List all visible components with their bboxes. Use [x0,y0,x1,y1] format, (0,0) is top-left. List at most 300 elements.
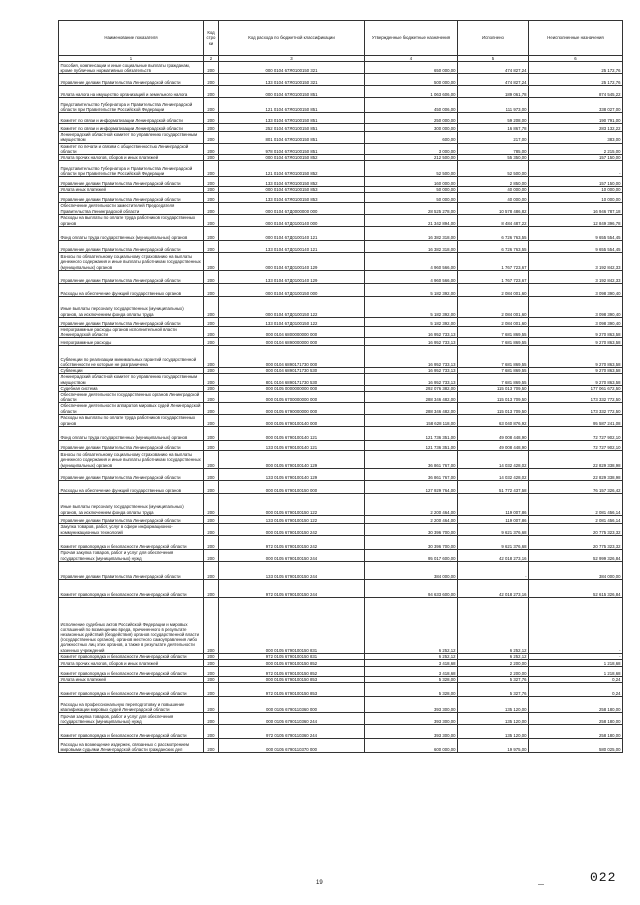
table-row [59,515,623,523]
row-unexecuted-amount: 2 215,00 [529,143,623,154]
row-approved-amount: 5 328,00 [365,683,458,697]
row-line-code: 200 [204,177,219,187]
row-budget-code: 133 0104 67Я0100150 851 [219,113,365,124]
header-budget-code: Код расхода по бюджетной классификации [219,21,365,56]
row-executed-amount: 2 200,00 [458,660,529,667]
row-executed-amount: 2 084 001,60 [458,283,529,296]
row-executed-amount: 42 018 273,16 [458,579,529,597]
row-unexecuted-amount: 52 999 326,84 [529,549,623,561]
row-line-code: 200 [204,132,219,143]
table-row [59,549,623,561]
row-executed-amount: 119 007,86 [458,515,529,523]
table-row [59,132,623,143]
row-approved-amount: 5 182 392,00 [365,296,458,317]
row-indicator-name: Судебная система [59,385,204,391]
row-executed-amount: 6 726 763,55 [458,240,529,252]
row-line-code: 200 [204,426,219,440]
row-indicator-name: Прочая закупка товаров, работ и услуг для обеспечения государственных (муниципальных) нужд [59,713,204,725]
row-budget-code: 801 0104 6890171730 530 [219,374,365,385]
row-line-code: 200 [204,346,219,368]
row-approved-amount: 393 300,00 [365,725,458,739]
row-executed-amount: 10 578 486,82 [458,203,529,214]
row-indicator-name: Расходы на выплаты по оплате труда работников государственных органов [59,214,204,226]
row-budget-code: 133 0104 67Я0100150 321 [219,74,365,86]
table-row [59,98,623,113]
row-executed-amount: 14 032 428,02 [458,450,529,468]
row-indicator-name: Фонд оплаты труда государственных (муниципальных) органов [59,426,204,440]
row-approved-amount: 121 736 351,00 [365,440,458,450]
row-approved-amount: 3 418,68 [365,660,458,667]
table-row [59,113,623,124]
row-line-code: 200 [204,515,219,523]
row-line-code: 200 [204,653,219,659]
row-unexecuted-amount: 177 061 672,50 [529,385,623,391]
column-number: 3 [219,56,365,62]
row-line-code: 200 [204,214,219,226]
row-line-code: 200 [204,450,219,468]
table-row [59,660,623,667]
row-budget-code: 000 0105 6790100140 000 [219,414,365,426]
header-line-code: Код стро ки [204,21,219,56]
table-row [59,193,623,203]
row-approved-amount: 3 418,68 [365,667,458,677]
table-row [59,725,623,739]
row-line-code: 200 [204,143,219,154]
row-budget-code: 000 0104 67Д0100140 000 [219,214,365,226]
row-unexecuted-amount: 22 829 338,98 [529,450,623,468]
row-indicator-name: Управление делами Правительства Ленинградской области [59,74,204,86]
row-approved-amount: 95 017 600,00 [365,549,458,561]
table-row [59,535,623,549]
table-row [59,523,623,535]
row-unexecuted-amount: 580 025,00 [529,739,623,753]
row-approved-amount: 30 396 700,00 [365,523,458,535]
row-indicator-name: Комитет по связи и информатизации Ленинградской области [59,124,204,132]
row-unexecuted-amount: - [529,597,623,653]
row-indicator-name: Управление делами Правительства Ленинградской области [59,317,204,326]
row-line-code: 200 [204,98,219,113]
row-line-code: 200 [204,725,219,739]
row-approved-amount: 4 960 566,00 [365,270,458,283]
row-executed-amount: 474 827,24 [458,62,529,74]
row-indicator-name: Непрограммные расходы [59,338,204,346]
row-unexecuted-amount: 10 000,00 [529,193,623,203]
row-approved-amount: 121 736 351,00 [365,426,458,440]
row-indicator-name: Расходы на выплаты по оплате труда работников государственных органов [59,414,204,426]
row-unexecuted-amount: 384 000,00 [529,561,623,579]
row-unexecuted-amount: 173 332 772,50 [529,392,623,403]
row-unexecuted-amount: 9 655 554,45 [529,240,623,252]
row-executed-amount: 7 681 869,55 [458,326,529,337]
table-row [59,86,623,98]
row-approved-amount: 16 952 733,13 [365,368,458,374]
row-budget-code: 000 0104 67Я0100150 853 [219,187,365,193]
row-executed-amount: 135 120,00 [458,697,529,713]
row-unexecuted-amount: 9 270 863,58 [529,346,623,368]
table-row [59,561,623,579]
header-approved: Утвержденные бюджетные назначения [365,21,458,56]
row-budget-code: 133 0105 6790100150 122 [219,515,365,523]
row-budget-code: 000 0104 67Д0100150 122 [219,296,365,317]
table-row [59,493,623,515]
table-row [59,597,623,653]
row-approved-amount: 5 182 392,00 [365,317,458,326]
row-line-code: 200 [204,124,219,132]
row-approved-amount: 16 952 733,13 [365,374,458,385]
footer-dash: — [538,882,544,888]
row-executed-amount: 135 120,00 [458,713,529,725]
row-executed-amount: 119 007,86 [458,493,529,515]
row-approved-amount: 450 006,00 [365,98,458,113]
row-unexecuted-amount: 72 727 902,10 [529,440,623,450]
row-executed-amount: 40 000,00 [458,187,529,193]
row-budget-code: 000 0104 6890000000 000 [219,338,365,346]
row-approved-amount: 50 000,00 [365,187,458,193]
row-indicator-name: Комитет правопорядка и безопасности Ленинградской области [59,667,204,677]
row-approved-amount: 300 000,00 [365,124,458,132]
row-approved-amount: 21 342 894,00 [365,214,458,226]
row-line-code: 200 [204,660,219,667]
row-budget-code: 000 0104 67Д0000000 000 [219,203,365,214]
budget-table [58,20,623,753]
row-unexecuted-amount: 76 157 326,42 [529,480,623,493]
row-budget-code: 000 0104 6890171730 530 [219,368,365,374]
row-budget-code: 000 0105 6790000000 000 [219,403,365,414]
row-indicator-name: Уплата налога на имущество организаций и земельного налога [59,86,204,98]
row-executed-amount: 9 621 376,68 [458,535,529,549]
row-executed-amount: 52 500,00 [458,161,529,177]
row-budget-code: 000 0104 67Д0100150 000 [219,283,365,296]
table-row [59,296,623,317]
row-line-code: 200 [204,549,219,561]
row-approved-amount: 650 000,00 [365,62,458,74]
table-row [59,480,623,493]
row-approved-amount: 16 952 733,13 [365,338,458,346]
row-approved-amount: 30 396 700,00 [365,535,458,549]
row-executed-amount: 49 008 448,90 [458,426,529,440]
row-approved-amount: 4 960 566,00 [365,252,458,270]
row-line-code: 200 [204,683,219,697]
row-unexecuted-amount: 10 000,00 [529,187,623,193]
row-unexecuted-amount: 3 098 390,40 [529,283,623,296]
table-row [59,177,623,187]
row-budget-code: 972 0105 6790100150 852 [219,667,365,677]
table-row [59,579,623,597]
table-row [59,713,623,725]
row-budget-code: 000 0104 6800000000 000 [219,326,365,337]
row-indicator-name: Комитет правопорядка и безопасности Ленинградской области [59,683,204,697]
row-indicator-name: Иные выплаты персоналу государственных (муниципальных) органов, за исключением фонда оплаты труда [59,296,204,317]
row-unexecuted-amount: 9 270 863,58 [529,326,623,337]
row-budget-code: 000 0105 6790100150 244 [219,549,365,561]
row-line-code: 200 [204,317,219,326]
row-approved-amount: 94 633 600,00 [365,579,458,597]
row-indicator-name: Управление делами Правительства Ленинградской области [59,270,204,283]
row-line-code: 200 [204,113,219,124]
row-budget-code: 000 0105 0000000000 000 [219,385,365,391]
row-indicator-name: Управление делами Правительства Ленинградской области [59,177,204,187]
row-executed-amount: 1 767 723,67 [458,252,529,270]
row-budget-code: 133 0105 6790100140 129 [219,468,365,480]
row-line-code: 200 [204,374,219,385]
row-executed-amount: 5 327,76 [458,677,529,683]
row-indicator-name: Комитет правопорядка и безопасности Ленинградской области [59,725,204,739]
row-indicator-name: Иные выплаты персоналу государственных (муниципальных) органов, за исключением фонда оплаты труда [59,493,204,515]
row-indicator-name: Ленинградский областной комитет по управлению государственным имуществом [59,132,204,143]
table-row [59,392,623,403]
row-approved-amount: 2 200 464,00 [365,493,458,515]
table-row [59,346,623,368]
table-row [59,226,623,240]
row-approved-amount: 3 000,00 [365,143,458,154]
row-indicator-name: Исполнение судебных актов Российской Федерации и мировых соглашений по возмещению вреда, причиненного в результате незаконных действий (бездействия) органов государственной власти (государственных органов), органов местного самоуправления либо должностных лиц этих органов, а также в результате деятельности казенных учреждений [59,597,204,653]
row-budget-code: 972 0105 6790110360 244 [219,725,365,739]
column-number: 5 [458,56,529,62]
row-line-code: 200 [204,561,219,579]
page-number: 19 [316,880,323,886]
row-unexecuted-amount: 9 655 554,45 [529,226,623,240]
row-executed-amount: 111 973,00 [458,98,529,113]
row-executed-amount: 2 084 001,60 [458,317,529,326]
row-unexecuted-amount: - [529,161,623,177]
row-budget-code: 972 0105 6790100150 831 [219,653,365,659]
row-line-code: 200 [204,240,219,252]
table-row [59,143,623,154]
table-row [59,62,623,74]
row-line-code: 200 [204,86,219,98]
row-executed-amount: 7 681 869,55 [458,374,529,385]
row-executed-amount: 217,00 [458,132,529,143]
table-row [59,326,623,337]
table-header-row [59,21,623,56]
row-line-code: 200 [204,667,219,677]
column-number: 1 [59,56,204,62]
row-budget-code: 000 0105 6700000000 000 [219,392,365,403]
table-row [59,203,623,214]
row-budget-code: 000 0105 6790110360 244 [219,713,365,725]
row-line-code: 200 [204,283,219,296]
row-line-code: 200 [204,392,219,403]
row-approved-amount: 127 929 764,00 [365,480,458,493]
row-indicator-name: Обеспечение деятельности заместителей Председателя Правительства Ленинградской области [59,203,204,214]
row-unexecuted-amount: 3 098 390,40 [529,296,623,317]
row-line-code: 200 [204,414,219,426]
row-budget-code: 000 0105 6790100150 000 [219,480,365,493]
row-unexecuted-amount: 20 775 323,32 [529,535,623,549]
row-budget-code: 000 0105 6790100150 853 [219,677,365,683]
row-unexecuted-amount: 3 192 842,33 [529,270,623,283]
row-budget-code: 000 0104 67Д0100140 129 [219,252,365,270]
column-number: 4 [365,56,458,62]
row-budget-code: 978 0104 67Я0100150 851 [219,143,365,154]
column-number: 2 [204,56,219,62]
row-indicator-name: Субвенции [59,368,204,374]
table-row [59,161,623,177]
row-line-code: 200 [204,739,219,753]
row-indicator-name: Управление делами Правительства Ленинградской области [59,515,204,523]
row-line-code: 200 [204,403,219,414]
row-approved-amount: 6 252,12 [365,597,458,653]
table-row [59,667,623,677]
row-executed-amount: 51 772 437,58 [458,480,529,493]
row-approved-amount: 1 063 606,00 [365,86,458,98]
row-approved-amount: 288 346 482,00 [365,392,458,403]
row-executed-amount: 16 867,78 [458,124,529,132]
row-budget-code: 000 0105 6790100140 129 [219,450,365,468]
row-unexecuted-amount: 338 027,00 [529,98,623,113]
header-indicator-name: Наименование показателя [59,21,204,56]
row-approved-amount: 288 346 482,00 [365,403,458,414]
row-indicator-name: Уплата иных платежей [59,677,204,683]
document-code: 022 [590,870,617,885]
row-executed-amount: 8 484 487,22 [458,214,529,226]
table-row [59,317,623,326]
row-indicator-name: Фонд оплаты труда государственных (муниципальных) органов [59,226,204,240]
table-row [59,403,623,414]
row-unexecuted-amount: 173 332 772,50 [529,403,623,414]
row-line-code: 200 [204,713,219,725]
row-executed-amount: 42 018 273,16 [458,549,529,561]
table-row [59,214,623,226]
row-approved-amount: 52 500,00 [365,161,458,177]
row-budget-code: 133 0104 67Д0100140 121 [219,240,365,252]
row-unexecuted-amount: 3 098 390,40 [529,317,623,326]
row-indicator-name: Обеспечение деятельности аппаратов мировых судей Ленинградской области [59,403,204,414]
row-approved-amount: 600 000,00 [365,739,458,753]
row-unexecuted-amount: 383,00 [529,132,623,143]
row-approved-amount: 6 252,12 [365,653,458,659]
table-row [59,270,623,283]
row-approved-amount: 393 300,00 [365,713,458,725]
row-budget-code: 133 0104 67Д0100150 122 [219,317,365,326]
row-indicator-name: Расходы на возмещение издержек, связанных с рассмотрением мировыми судьями Ленинградской области гражданских дел [59,739,204,753]
row-unexecuted-amount: 157 150,00 [529,155,623,161]
row-line-code: 200 [204,270,219,283]
row-budget-code: 133 0104 67Д0100140 129 [219,270,365,283]
row-approved-amount: 292 076 382,00 [365,385,458,391]
row-approved-amount: 393 300,00 [365,697,458,713]
row-approved-amount: 36 861 767,00 [365,450,458,468]
row-budget-code: 133 0105 6790100150 244 [219,561,365,579]
row-unexecuted-amount: 22 829 338,98 [529,468,623,480]
row-budget-code: 121 0104 67Я0100150 851 [219,98,365,113]
row-budget-code: 133 0104 67Я0100150 852 [219,177,365,187]
row-approved-amount: 158 628 118,00 [365,414,458,426]
row-indicator-name: Комитет правопорядка и безопасности Ленинградской области [59,535,204,549]
row-indicator-name: Управление делами Правительства Ленинградской области [59,561,204,579]
row-unexecuted-amount: 1 218,68 [529,660,623,667]
row-line-code: 200 [204,677,219,683]
row-executed-amount: 6 252,12 [458,653,529,659]
row-executed-amount: 7 681 869,55 [458,346,529,368]
row-unexecuted-amount: 874 545,22 [529,86,623,98]
row-budget-code: 000 0104 67Я0100150 852 [219,155,365,161]
row-budget-code: 801 0104 67Я0100150 851 [219,132,365,143]
row-budget-code: 972 0105 6790100150 242 [219,535,365,549]
row-indicator-name: Ленинградский областной комитет по управлению государственным имуществом [59,374,204,385]
row-indicator-name: Непрограммные расходы органов исполнительной власти Ленинградской области [59,326,204,337]
row-executed-amount: 49 008 448,90 [458,440,529,450]
row-executed-amount: 5 327,76 [458,683,529,697]
row-budget-code: 000 0104 67Я0100150 851 [219,86,365,98]
row-indicator-name: Представительство Губернатора и Правительства Ленинградской области при Правительстве Российской Федерации [59,161,204,177]
row-budget-code: 000 0105 6790100150 242 [219,523,365,535]
row-indicator-name: Пособия, компенсации и иные социальные выплаты гражданам, кроме публичных нормативных обязательств [59,62,204,74]
row-budget-code: 133 0105 6790100140 121 [219,440,365,450]
row-unexecuted-amount: 16 946 787,18 [529,203,623,214]
row-indicator-name: Уплата иных платежей [59,187,204,193]
row-indicator-name: Расходы на профессиональную переподготовку и повышение квалификации мировых судей Ленинградской области [59,697,204,713]
row-approved-amount: 600,00 [365,132,458,143]
row-indicator-name: Прочая закупка товаров, работ и услуг для обеспечения государственных (муниципальных) нужд [59,549,204,561]
row-unexecuted-amount: 0,24 [529,677,623,683]
table-row [59,338,623,346]
row-budget-code: 000 0105 6790100150 831 [219,597,365,653]
row-approved-amount: 212 500,00 [365,155,458,161]
table-row [59,468,623,480]
row-executed-amount: 2 850,00 [458,177,529,187]
row-line-code: 200 [204,385,219,391]
table-row [59,414,623,426]
row-indicator-name: Управление делами Правительства Ленинградской области [59,240,204,252]
row-indicator-name: Закупка товаров, работ, услуг в сфере информационно-коммуникационных технологий [59,523,204,535]
row-indicator-name: Комитет по связи и информатизации Ленинградской области [59,113,204,124]
table-row [59,374,623,385]
row-approved-amount: 250 000,00 [365,113,458,124]
row-line-code: 200 [204,296,219,317]
row-line-code: 200 [204,597,219,653]
row-budget-code: 000 0104 67Я0100150 321 [219,62,365,74]
row-budget-code: 000 0105 6790100150 852 [219,660,365,667]
row-indicator-name: Обеспечение деятельности государственных органов Ленинградской области [59,392,204,403]
row-approved-amount: 500 000,00 [365,74,458,86]
row-line-code: 200 [204,579,219,597]
header-unexecuted: Неисполненные назначения [529,21,623,56]
column-number: 6 [529,56,623,62]
row-indicator-name: Управление делами Правительства Ленинградской области [59,440,204,450]
row-unexecuted-amount: 9 270 863,58 [529,368,623,374]
row-executed-amount: 14 032 428,02 [458,468,529,480]
table-row [59,426,623,440]
row-unexecuted-amount: 95 587 241,08 [529,414,623,426]
row-indicator-name: Комитет правопорядка и безопасности Ленинградской области [59,579,204,597]
row-executed-amount: 7 681 869,55 [458,338,529,346]
row-budget-code: 972 0105 6790100150 853 [219,683,365,697]
row-executed-amount: 6 726 763,55 [458,226,529,240]
row-budget-code: 972 0105 6790100150 244 [219,579,365,597]
row-budget-code: 000 0104 6890171730 000 [219,346,365,368]
row-line-code: 200 [204,468,219,480]
row-line-code: 200 [204,203,219,214]
row-executed-amount: 6 252,12 [458,597,529,653]
row-executed-amount: 135 120,00 [458,725,529,739]
row-budget-code: 000 0105 6790110360 000 [219,697,365,713]
row-indicator-name: Уплата прочих налогов, сборов и иных платежей [59,660,204,667]
row-line-code: 200 [204,697,219,713]
row-approved-amount: 160 000,00 [365,177,458,187]
row-approved-amount: 28 525 278,00 [365,203,458,214]
row-line-code: 200 [204,187,219,193]
row-executed-amount: - [458,561,529,579]
row-executed-amount: 9 621 376,68 [458,523,529,535]
row-unexecuted-amount: 3 192 842,33 [529,252,623,270]
row-approved-amount: 5 182 392,00 [365,283,458,296]
row-approved-amount: 16 952 733,13 [365,326,458,337]
row-indicator-name: Расходы на обеспечение функций государственных органов [59,283,204,296]
row-executed-amount: 2 084 001,60 [458,296,529,317]
row-line-code: 200 [204,480,219,493]
table-row [59,683,623,697]
